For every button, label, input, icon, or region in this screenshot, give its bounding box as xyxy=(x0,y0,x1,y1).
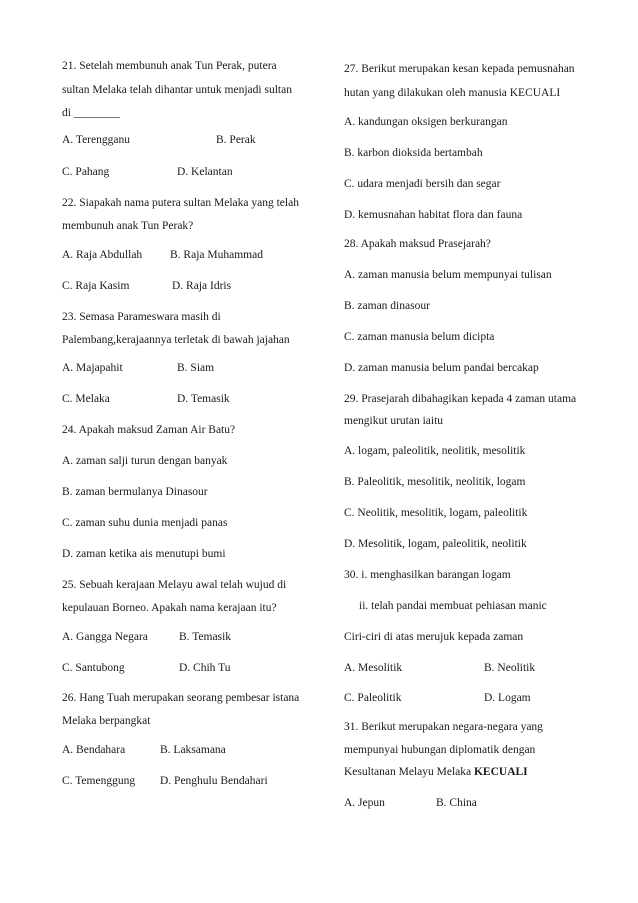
question-text: 22. Siapakah nama putera sultan Melaka yang telah xyxy=(62,197,299,209)
option-a: A. Gangga Negara xyxy=(62,631,148,643)
question-text: 26. Hang Tuah merupakan seorang pembesar istana xyxy=(62,692,300,704)
question-text: 28. Apakah maksud Prasejarah? xyxy=(344,238,491,250)
option-b: B. Perak xyxy=(216,134,256,146)
option-d: D. Penghulu Bendahari xyxy=(160,775,268,787)
question-text: Palembang,kerajaannya terletak di bawah jajahan xyxy=(62,334,290,346)
question-text: kepulauan Borneo. Apakah nama kerajaan itu? xyxy=(62,602,277,614)
option-d: D. Chih Tu xyxy=(179,662,231,674)
option-c: C. Pahang xyxy=(62,166,110,178)
option-a: A. Mesolitik xyxy=(344,662,403,674)
option-c: C. Raja Kasim xyxy=(62,280,130,292)
option-c: C. udara menjadi bersih dan segar xyxy=(344,178,501,190)
question-text: hutan yang dilakukan oleh manusia KECUALI xyxy=(344,87,561,99)
question-text: di ________ xyxy=(62,107,120,119)
option-a: A. Raja Abdullah xyxy=(62,249,143,261)
question-text: mempunyai hubungan diplomatik dengan xyxy=(344,744,536,756)
option-b: B. karbon dioksida bertambah xyxy=(344,147,483,159)
option-d: D. kemusnahan habitat flora dan fauna xyxy=(344,209,523,221)
option-a: A. logam, paleolitik, neolitik, mesolitik xyxy=(344,445,526,457)
option-c: C. Santubong xyxy=(62,662,125,674)
option-d: D. Logam xyxy=(484,692,531,704)
question-text: 24. Apakah maksud Zaman Air Batu? xyxy=(62,424,236,436)
option-d: D. Mesolitik, logam, paleolitik, neolitik xyxy=(344,538,527,550)
option-c: C. Temenggung xyxy=(62,775,136,787)
option-b: B. zaman bermulanya Dinasour xyxy=(62,486,208,498)
option-c: C. Melaka xyxy=(62,393,110,405)
option-a: A. Majapahit xyxy=(62,362,123,374)
question-text: 23. Semasa Parameswara masih di xyxy=(62,311,221,323)
option-d: D. Kelantan xyxy=(177,166,233,178)
option-b: B. zaman dinasour xyxy=(344,300,430,312)
option-d: D. Temasik xyxy=(177,393,230,405)
question-text xyxy=(344,765,528,779)
option-c: C. zaman manusia belum dicipta xyxy=(344,331,495,343)
option-b: B. Neolitik xyxy=(484,662,536,674)
question-text: ii. telah pandai membuat pehiasan manic xyxy=(359,600,547,612)
question-text: Ciri-ciri di atas merujuk kepada zaman xyxy=(344,631,524,643)
option-d: D. zaman ketika ais menutupi bumi xyxy=(62,548,226,560)
option-b: B. China xyxy=(436,797,477,809)
question-text: mengikut urutan iaitu xyxy=(344,415,444,427)
option-a: A. Bendahara xyxy=(62,744,126,756)
option-a: A. Jepun xyxy=(344,797,385,809)
option-b: B. Siam xyxy=(177,362,215,374)
option-a: A. zaman salji turun dengan banyak xyxy=(62,455,228,467)
question-text: 30. i. menghasilkan barangan logam xyxy=(344,569,511,581)
question-text: 31. Berikut merupakan negara-negara yang xyxy=(344,721,543,733)
option-c: C. zaman suhu dunia menjadi panas xyxy=(62,517,228,529)
question-text: 27. Berikut merupakan kesan kepada pemusnahan xyxy=(344,63,575,75)
option-b: B. Paleolitik, mesolitik, neolitik, logam xyxy=(344,476,526,488)
question-text-normal: Kesultanan Melayu Melaka xyxy=(344,766,474,778)
question-text: Melaka berpangkat xyxy=(62,715,151,727)
option-b: B. Temasik xyxy=(179,631,232,643)
question-text: membunuh anak Tun Perak? xyxy=(62,220,194,232)
question-text-bold: KECUALI xyxy=(473,766,528,778)
option-d: D. zaman manusia belum pandai bercakap xyxy=(344,362,539,374)
question-text: 21. Setelah membunuh anak Tun Perak, putera xyxy=(62,60,277,72)
question-text: sultan Melaka telah dihantar untuk menjadi sultan xyxy=(62,84,292,96)
option-c: C. Neolitik, mesolitik, logam, paleolitik xyxy=(344,507,528,519)
option-a: A. kandungan oksigen berkurangan xyxy=(344,116,508,128)
option-c: C. Paleolitik xyxy=(344,692,402,704)
option-b: B. Laksamana xyxy=(160,744,226,756)
option-a: A. zaman manusia belum mempunyai tulisan xyxy=(344,269,552,281)
option-b: B. Raja Muhammad xyxy=(170,249,263,261)
option-d: D. Raja Idris xyxy=(172,280,232,292)
question-text: 25. Sebuah kerajaan Melayu awal telah wujud di xyxy=(62,579,287,591)
question-text: 29. Prasejarah dibahagikan kepada 4 zaman utama xyxy=(344,393,577,405)
option-a: A. Terengganu xyxy=(62,134,130,146)
